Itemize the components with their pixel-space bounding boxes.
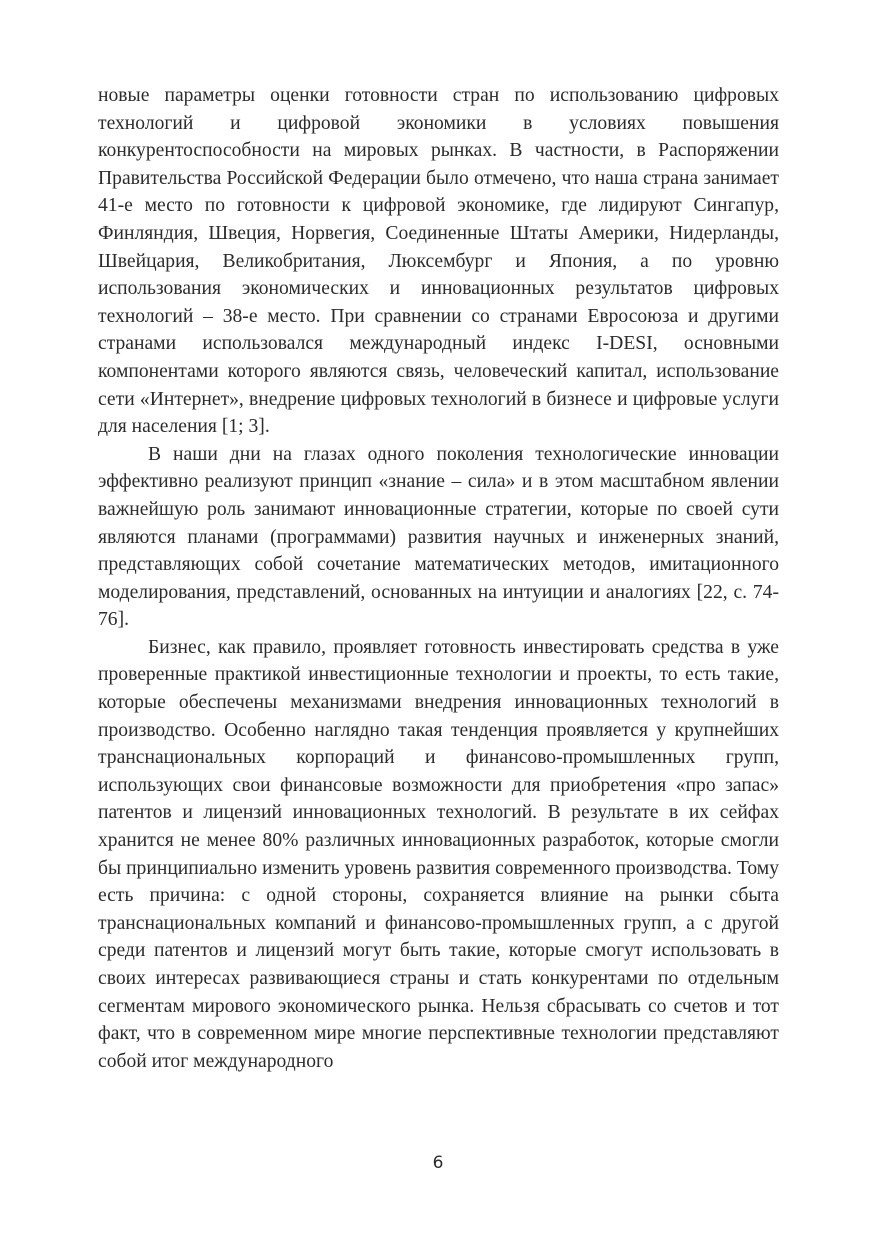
paragraph-innovations: В наши дни на глазах одного поколения технологические инновации эффективно реализуют принцип «знание – сила» и в этом масштабном явлении важнейшую роль занимают инновационные стратегии, которые по своей сути являются планами (программами) развития научных и инженерных знаний, представляющих собой сочетание математических методов, имитационного моделирования, представлений, основанных на интуиции и аналогиях [22, с. 74-76]. [98,443,779,631]
paragraph-continuation: новые параметры оценки готовности стран по использованию цифровых технологий и цифровой экономики в условиях повышения конкурентоспособности на мировых рынках. В частности, в Распоряжении Правительства Российской Федерации было отмечено, что наша страна занимает 41-е место по готовности к цифровой экономике, где лидируют Сингапур, Финляндия, Швеция, Норвегия, Соединенные Штаты Америки, Нидерланды, Швейцария, Великобритания, Люксембург и Япония, а по уровню использования экономических и инновационных результатов цифровых технологий – 38-е место. При сравнении со странами Евросоюза и другими странами использовался международный индекс I-DESI, основными компонентами которого являются связь, человеческий капитал, использование сети «Интернет», внедрение цифровых технологий в бизнесе и цифровые услуги для населения [1; 3]. [98,85,779,438]
paragraph-business: Бизнес, как правило, проявляет готовность инвестировать средства в уже проверенные практикой инвестиционные технологии и проекты, то есть такие, которые обеспечены механизмами внедрения инновационных технологий в производство. Особенно наглядно такая тенденция проявляется у крупнейших транснациональных корпораций и финансово-промышленных групп, использующих свои финансовые возможности для приобретения «про запас» патентов и лицензий инновационных технологий. В результате в их сейфах хранится не менее 80% различных инновационных разработок, которые смогли бы принципиально изменить уровень развития современного производства. Тому есть причина: с одной стороны, сохраняется влияние на рынки сбыта транснациональных компаний и финансово-промышленных групп, а с другой среди патентов и лицензий могут быть такие, которые смогут использовать в своих интересах развивающиеся страны и стать конкурентами по отдельным сегментам мирового экономического рынка. Нельзя сбрасывать со счетов и тот факт, что в современном мире многие перспективные технологии представляют собой итог международного [98,636,779,1072]
page-number: 6 [432,1153,444,1173]
body-text [98,82,779,1075]
